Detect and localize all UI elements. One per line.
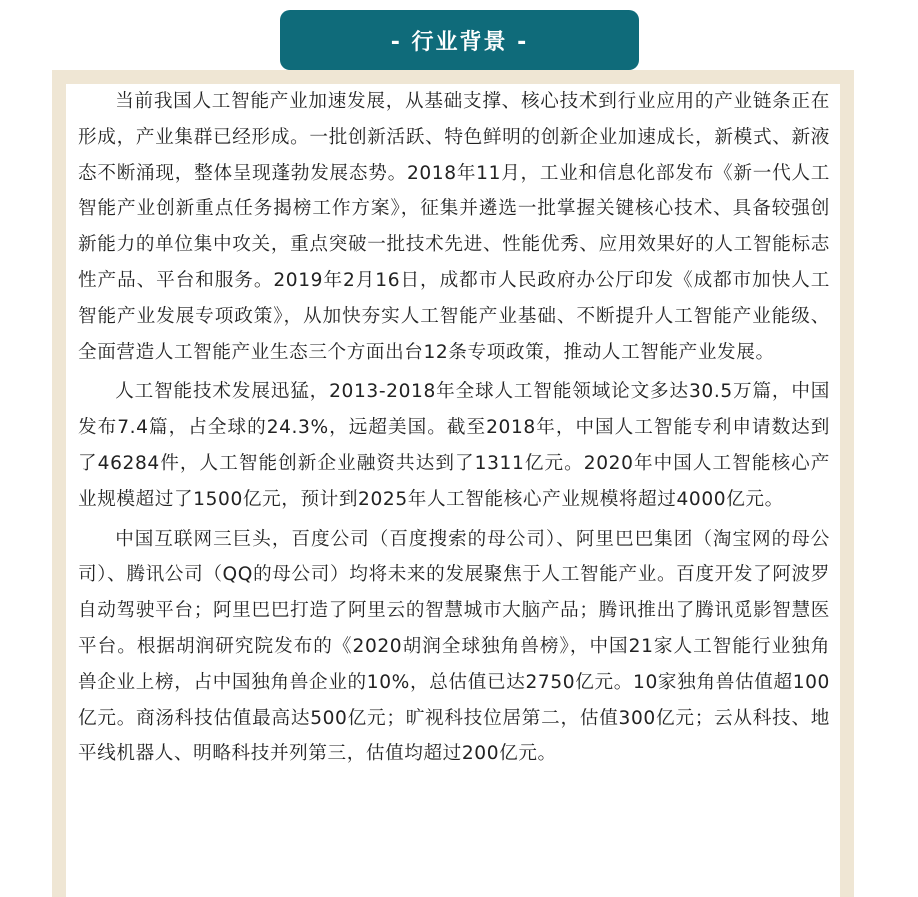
paragraph-2: 人工智能技术发展迅猛，2013-2018年全球人工智能领域论文多达30.5万篇，中国发布7.4篇，占全球的24.3%，远超美国。截至2018年，中国人工智能专利申请数达到了46284件，人工智能创新企业融资共达到了1311亿元。2020年中国人工智能核心产业规模超过了1500亿元，预计到2025年人工智能核心产业规模将超过4000亿元。 bbox=[78, 381, 830, 510]
article-body bbox=[78, 84, 830, 776]
paragraph-1: 当前我国人工智能产业加速发展，从基础支撑、核心技术到行业应用的产业链条正在形成，产业集群已经形成。一批创新活跃、特色鲜明的创新企业加速成长，新模式、新液态不断涌现，整体呈现蓬勃发展态势。2018年11月，工业和信息化部发布《新一代人工智能产业创新重点任务揭榜工作方案》，征集并遴选一批掌握关键核心技术、具备较强创新能力的单位集中攻关，重点突破一批技术先进、性能优秀、应用效果好的人工智能标志性产品、平台和服务。2019年2月16日，成都市人民政府办公厅印发《成都市加快人工智能产业发展专项政策》，从加快夯实人工智能产业基础、不断提升人工智能产业能级、全面营造人工智能产业生态三个方面出台12条专项政策，推动人工智能产业发展。 bbox=[78, 91, 830, 363]
paragraph-3: 中国互联网三巨头，百度公司（百度搜索的母公司）、阿里巴巴集团（淘宝网的母公司）、腾讯公司（QQ的母公司）均将未来的发展聚焦于人工智能产业。百度开发了阿波罗自动驾驶平台；阿里巴巴打造了阿里云的智慧城市大脑产品；腾讯推出了腾讯觅影智慧医平台。根据胡润研究院发布的《2020胡润全球独角兽榜》，中国21家人工智能行业独角兽企业上榜，占中国独角兽企业的10%，总估值已达2750亿元。10家独角兽估值超100亿元。商汤科技估值最高达500亿元；旷视科技位居第二，估值300亿元；云从科技、地平线机器人、明略科技并列第三，估值均超过200亿元。 bbox=[78, 528, 830, 765]
section-title: - 行业背景 - bbox=[280, 10, 639, 70]
